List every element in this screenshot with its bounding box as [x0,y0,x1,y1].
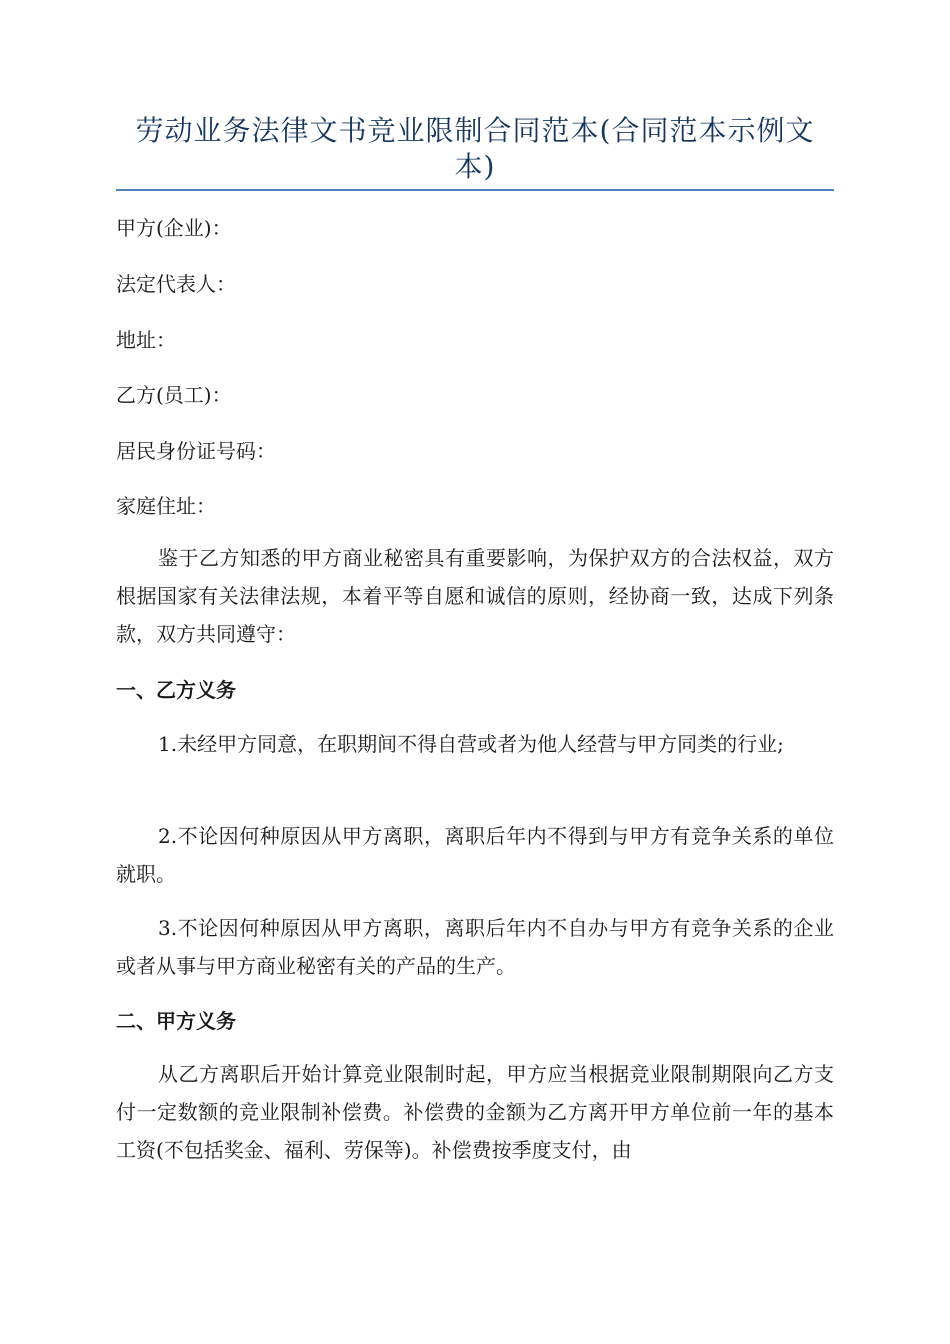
document-title: 劳动业务法律文书竞业限制合同范本(合同范本示例文本) [135,114,815,183]
field-id-number: 居民身份证号码： [116,439,276,463]
section-1-item-1: 1.未经甲方同意，在职期间不得自营或者为他人经营与甲方同类的行业; [158,732,784,756]
section-1-item-3: 3.不论因何种原因从甲方离职，离职后年内不自办与甲方有竞争关系的企业或者从事与甲方商业秘密有关的产品的生产。 [116,916,834,978]
section-2-paragraph: 从乙方离职后开始计算竞业限制时起，甲方应当根据竞业限制期限向乙方支付一定数额的竞业限制补偿费。补偿费的金额为乙方离开甲方单位前一年的基本工资(不包括奖金、福利、劳保等)。补偿费按季度支付，由 [116,1062,834,1162]
section-1-heading: 一、乙方义务 [116,678,236,702]
field-party-a: 甲方(企业)： [116,216,232,240]
document-page [116,0,834,1162]
section-1-item-2: 2.不论因何种原因从甲方离职，离职后年内不得到与甲方有竞争关系的单位就职。 [116,824,834,886]
field-legal-representative: 法定代表人： [116,272,236,296]
section-2-heading: 二、甲方义务 [116,1009,236,1033]
field-party-b: 乙方(员工)： [116,383,232,407]
preamble-paragraph: 鉴于乙方知悉的甲方商业秘密具有重要影响，为保护双方的合法权益，双方根据国家有关法律法规，本着平等自愿和诚信的原则，经协商一致，达成下列条款，双方共同遵守： [116,546,834,646]
field-address: 地址： [116,328,176,352]
title-divider [116,189,834,191]
field-home-address: 家庭住址： [116,494,216,518]
